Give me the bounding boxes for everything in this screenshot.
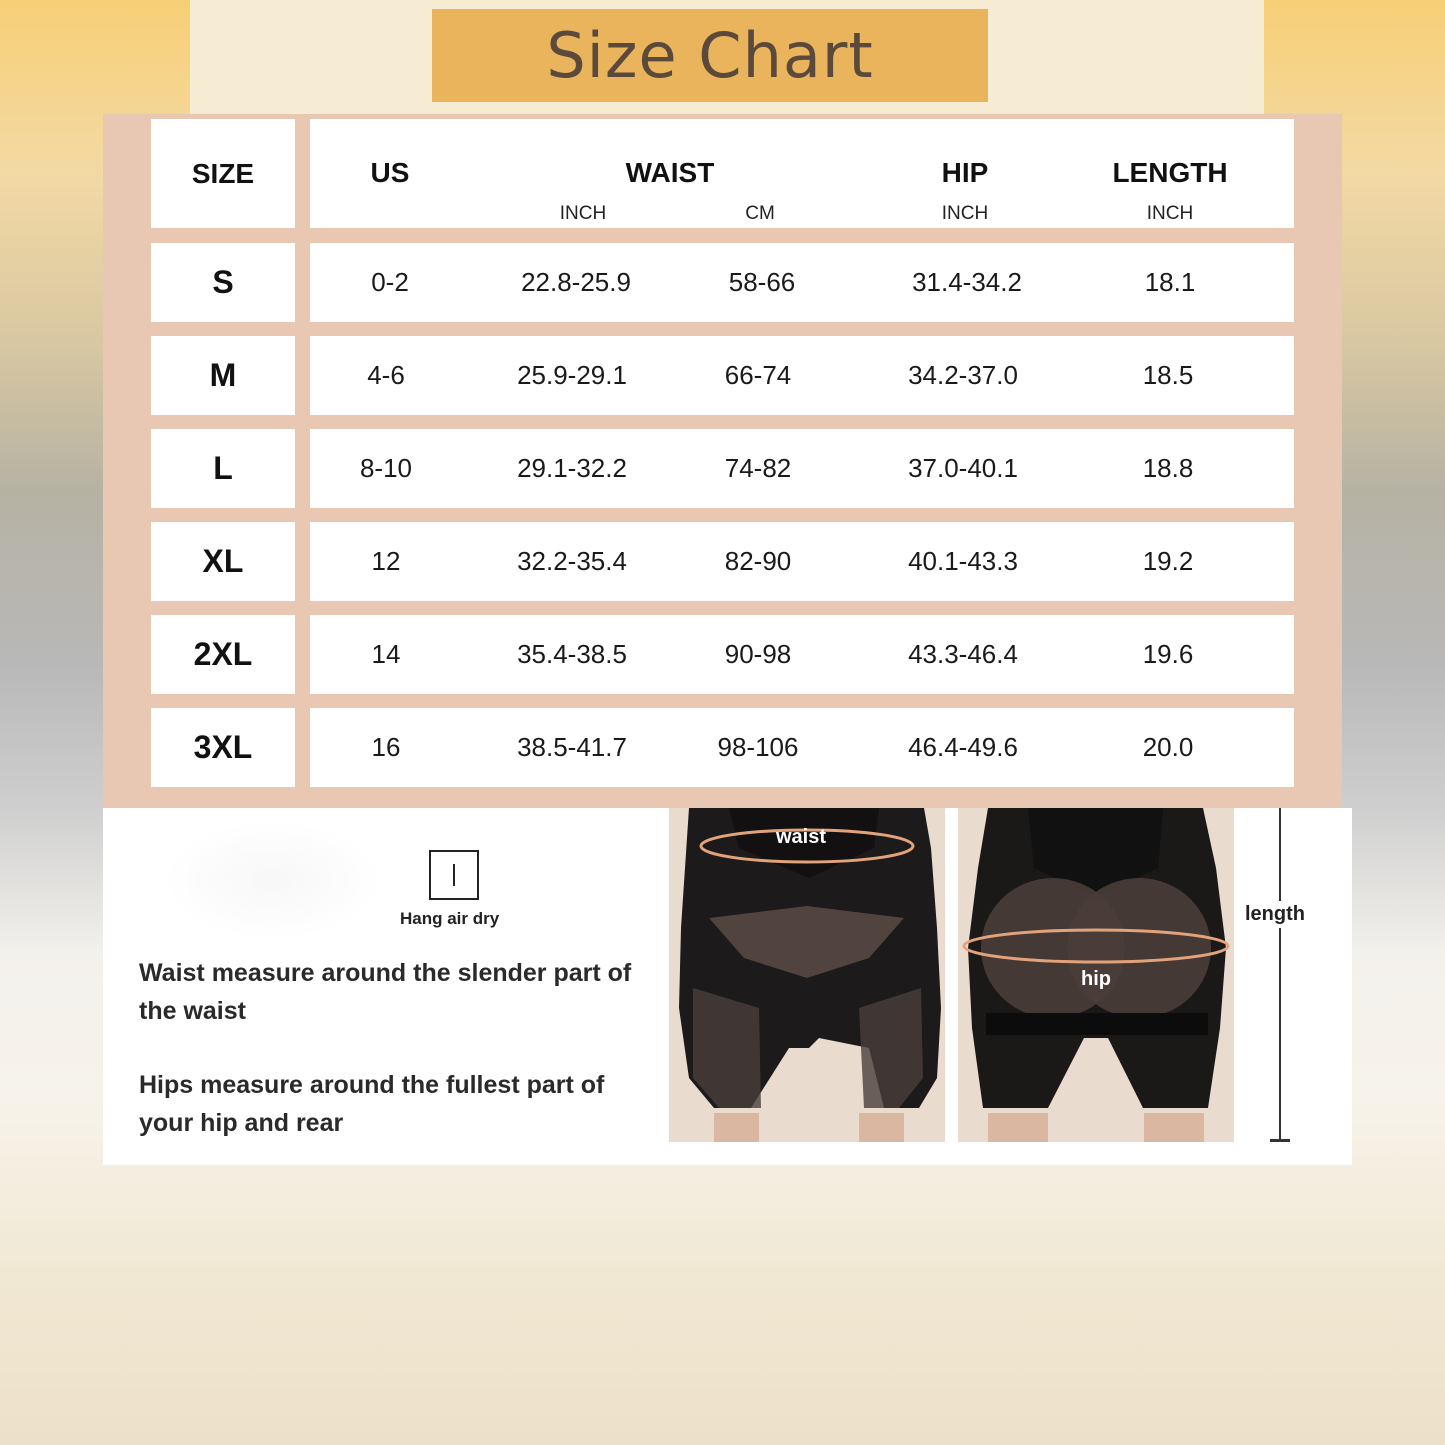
row-size-cell: [151, 429, 295, 508]
cell-hip-inch: 31.4-34.2: [912, 267, 1022, 297]
length-ruler-end: [1270, 1139, 1290, 1142]
cell-length-inch: 20.0: [1142, 732, 1194, 762]
waist-tag: waist: [776, 826, 827, 848]
page-title: Size Chart: [432, 9, 988, 102]
cell-waist-cm: 82-90: [724, 546, 792, 576]
cell-us: 0-2: [371, 267, 409, 297]
table-row: [310, 708, 1294, 787]
cell-hip-inch: 46.4-49.6: [908, 732, 1018, 762]
cell-waist-inch: 38.5-41.7: [517, 732, 627, 762]
cell-waist-inch: 35.4-38.5: [517, 639, 627, 669]
cell-waist-cm: 58-66: [728, 267, 796, 297]
row-size-cell: [151, 243, 295, 322]
cell-waist-inch: 29.1-32.2: [517, 453, 627, 483]
table-row: [310, 336, 1294, 415]
size-table: [103, 114, 1342, 807]
header-size-cell: [151, 119, 295, 228]
cell-waist-cm: 90-98: [724, 639, 792, 669]
row-size: M: [209, 357, 237, 393]
front-view-photo: [669, 808, 945, 1142]
hang-dry-label: Hang air dry: [400, 909, 500, 928]
table-row: [310, 522, 1294, 601]
hip-tag: hip: [1081, 968, 1111, 990]
row-size: L: [213, 450, 233, 486]
header-hip-inch: INCH: [941, 203, 989, 224]
cell-waist-inch: 32.2-35.4: [517, 546, 627, 576]
cell-us: 16: [371, 732, 401, 762]
row-size: S: [212, 264, 234, 300]
header-waist-cm: CM: [745, 203, 775, 224]
cell-waist-cm: 98-106: [717, 732, 799, 762]
table-row: [310, 429, 1294, 508]
cell-hip-inch: 37.0-40.1: [908, 453, 1018, 483]
cell-waist-cm: 74-82: [724, 453, 792, 483]
cell-us: 12: [371, 546, 401, 576]
row-size-cell: [151, 615, 295, 694]
cell-waist-cm: 66-74: [724, 360, 792, 390]
cell-length-inch: 19.2: [1142, 546, 1194, 576]
row-size: XL: [202, 543, 244, 579]
header-waist: WAIST: [625, 157, 715, 188]
cell-length-inch: 19.6: [1142, 639, 1194, 669]
hang-dry-icon: [429, 850, 479, 900]
length-ruler: [1279, 808, 1281, 1142]
row-size-cell: [151, 336, 295, 415]
cell-hip-inch: 34.2-37.0: [908, 360, 1018, 390]
row-size: 2XL: [193, 636, 253, 672]
row-size: 3XL: [193, 729, 253, 765]
header-length-inch: INCH: [1146, 203, 1194, 224]
cell-waist-inch: 25.9-29.1: [517, 360, 627, 390]
header-row: [310, 119, 1294, 228]
table-row: [310, 615, 1294, 694]
length-label: length: [1245, 901, 1305, 928]
cell-length-inch: 18.8: [1142, 453, 1194, 483]
cell-hip-inch: 40.1-43.3: [908, 546, 1018, 576]
cell-hip-inch: 43.3-46.4: [908, 639, 1018, 669]
cell-length-inch: 18.5: [1142, 360, 1194, 390]
header-length: LENGTH: [1112, 157, 1228, 188]
header-hip: HIP: [941, 157, 989, 188]
cell-waist-inch: 22.8-25.9: [521, 267, 631, 297]
cell-us: 14: [371, 639, 401, 669]
row-size-cell: [151, 708, 295, 787]
measurement-guide: [103, 808, 1352, 1165]
hips-note: Hips measure around the fullest part of your hip and rear: [139, 1071, 605, 1137]
row-size-cell: [151, 522, 295, 601]
waist-note: Waist measure around the slender part of the waist: [139, 959, 632, 1025]
table-row: [310, 243, 1294, 322]
header-us: US: [370, 157, 410, 188]
faded-care-icon: [163, 820, 383, 940]
header-waist-inch: INCH: [559, 203, 607, 224]
cell-length-inch: 18.1: [1144, 267, 1196, 297]
cell-us: 8-10: [359, 453, 413, 483]
cell-us: 4-6: [367, 360, 405, 390]
header-size: SIZE: [191, 157, 255, 189]
